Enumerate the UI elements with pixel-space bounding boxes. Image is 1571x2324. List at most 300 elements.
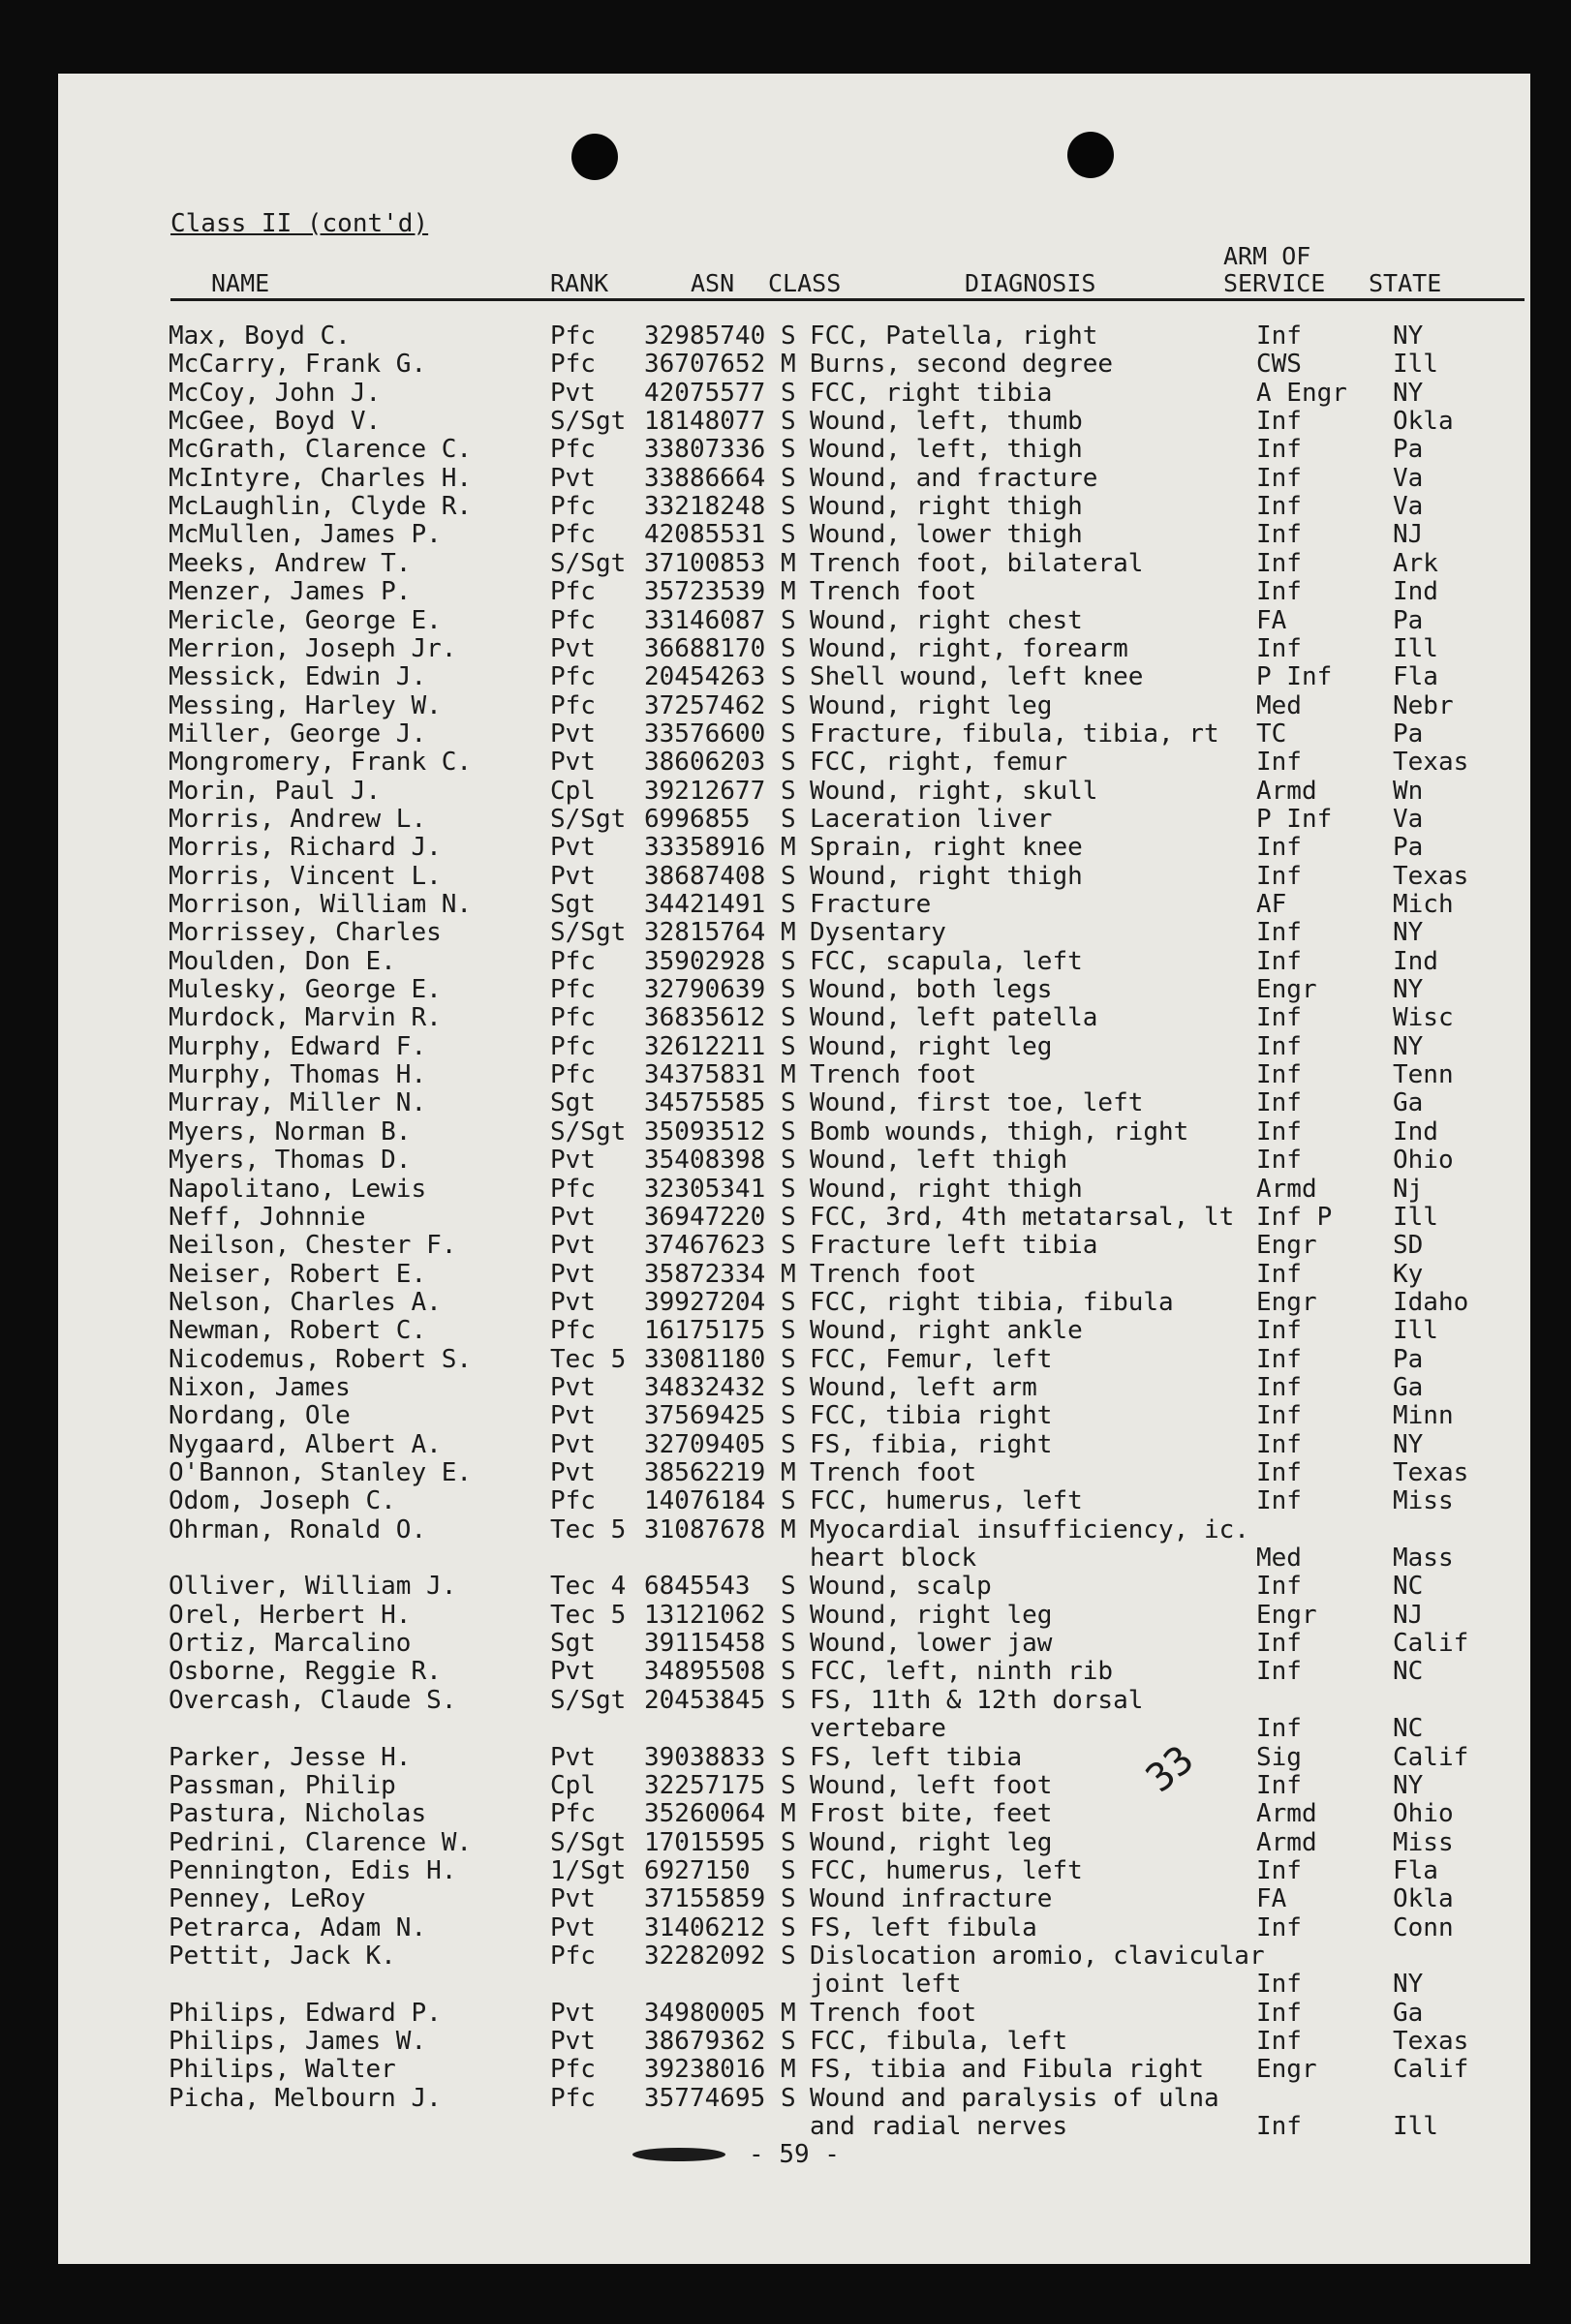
cell-diag: Wound, right leg [810, 1827, 1053, 1857]
cell-cls: S [781, 1600, 796, 1630]
cell-asn: 13121062 [644, 1600, 766, 1630]
cell-cls: M [781, 918, 796, 948]
cell-rank: S/Sgt [550, 804, 627, 834]
table-row [58, 1373, 1530, 1402]
cell-state: Okla [1393, 1884, 1454, 1914]
cell-diag: Dislocation aromio, clavicular [810, 1941, 1265, 1971]
cell-diag: FS, tibia and Fibula right [810, 2055, 1204, 2085]
cell-diag: Wound, lower jaw [810, 1629, 1053, 1659]
cell-diag: Laceration liver [810, 804, 1053, 834]
cell-arm: Inf [1256, 435, 1302, 465]
cell-state: NJ [1393, 520, 1424, 550]
cell-arm: FA [1256, 605, 1287, 635]
page-number: - 59 - [749, 2140, 840, 2169]
cell-arm: AF [1256, 890, 1287, 919]
cell-name: Napolitano, Lewis [169, 1174, 427, 1204]
cell-state: Fla [1393, 662, 1438, 692]
cell-asn: 37100853 [644, 548, 766, 578]
cell-name: Nelson, Charles A. [169, 1287, 442, 1317]
cell-state: Ill [1393, 1316, 1438, 1346]
cell-asn: 39238016 [644, 2055, 766, 2085]
cell-rank: Pvt [550, 748, 596, 778]
table-row [58, 1088, 1530, 1117]
cell-diag: Trench foot [810, 1259, 977, 1289]
cell-arm: TC [1256, 719, 1287, 749]
cell-diag: Frost bite, feet [810, 1799, 1053, 1829]
cell-cls: S [781, 492, 796, 522]
cell-arm: Inf [1256, 946, 1302, 976]
cell-diag-continued: heart block [810, 1544, 977, 1574]
cell-cls: M [781, 1259, 796, 1289]
table-row [58, 1657, 1530, 1686]
cell-rank: Pvt [550, 1998, 596, 2028]
cell-state: Calif [1393, 1629, 1469, 1659]
cell-diag: Wound, first toe, left [810, 1088, 1144, 1118]
cell-name: Ortiz, Marcalino [169, 1629, 412, 1659]
cell-arm: Engr [1256, 2055, 1317, 2085]
cell-diag: FCC, Patella, right [810, 321, 1098, 351]
table-row [58, 1942, 1530, 1971]
cell-state: Ky [1393, 1259, 1424, 1289]
cell-asn: 35260064 [644, 1799, 766, 1829]
header-arm-line1: ARM OF [1223, 242, 1311, 270]
table-row [58, 1884, 1530, 1913]
table-row [58, 321, 1530, 351]
cell-state: Ind [1393, 1116, 1438, 1147]
cell-arm: Armd [1256, 1174, 1317, 1204]
cell-rank: Pvt [550, 1287, 596, 1317]
cell-arm: Inf [1256, 1855, 1302, 1885]
cell-arm: Engr [1256, 975, 1317, 1005]
cell-name: Ohrman, Ronald O. [169, 1514, 427, 1544]
cell-name: Menzer, James P. [169, 577, 412, 607]
table-row [58, 1430, 1530, 1459]
cell-cls: M [781, 1458, 796, 1487]
cell-diag: Wound, right thigh [810, 1174, 1083, 1204]
cell-cls: S [781, 1429, 796, 1459]
cell-cls: M [781, 1514, 796, 1544]
cell-asn: 20454263 [644, 662, 766, 692]
table-row [58, 1316, 1530, 1345]
cell-state: Ohio [1393, 1799, 1454, 1829]
cell-rank: S/Sgt [550, 407, 627, 437]
cell-cls: S [781, 1174, 796, 1204]
table-row [58, 947, 1530, 976]
cell-name: Merrion, Joseph Jr. [169, 633, 457, 663]
cell-arm: Inf [1256, 1572, 1302, 1602]
cell-cls: S [781, 975, 796, 1005]
cell-asn: 33218248 [644, 492, 766, 522]
cell-arm: Sig [1256, 1742, 1302, 1772]
cell-diag: Wound, right leg [810, 1031, 1053, 1061]
cell-name: Murphy, Edward F. [169, 1031, 427, 1061]
cell-diag: FS, left tibia [810, 1742, 1023, 1772]
table-row [58, 1856, 1530, 1885]
cell-name: Nicodemus, Robert S. [169, 1344, 473, 1374]
cell-cls: M [781, 2055, 796, 2085]
cell-arm: Inf [1256, 1372, 1302, 1402]
cell-arm: Engr [1256, 1287, 1317, 1317]
cell-rank: S/Sgt [550, 548, 627, 578]
cell-cls: S [781, 1685, 796, 1715]
cell-rank: Pvt [550, 1259, 596, 1289]
cell-cls: S [781, 2083, 796, 2113]
cell-diag: Wound, lower thigh [810, 520, 1083, 550]
cell-rank: Pfc [550, 1003, 596, 1033]
cell-diag: FCC, right tibia, fibula [810, 1287, 1174, 1317]
cell-asn: 38687408 [644, 861, 766, 891]
cell-name: Parker, Jesse H. [169, 1742, 412, 1772]
cell-rank: Pfc [550, 1941, 596, 1971]
cell-arm: Inf [1256, 1060, 1302, 1090]
cell-name: Osborne, Reggie R. [169, 1657, 442, 1687]
cell-diag: Shell wound, left knee [810, 662, 1144, 692]
cell-cls: M [781, 1998, 796, 2028]
cell-name: Olliver, William J. [169, 1572, 457, 1602]
cell-name: Pedrini, Clarence W. [169, 1827, 473, 1857]
cell-cls: S [781, 776, 796, 806]
table-row [58, 1345, 1530, 1374]
cell-name: Messick, Edwin J. [169, 662, 427, 692]
cell-state: Nebr [1393, 690, 1454, 720]
cell-cls: S [781, 1657, 796, 1687]
table-row [58, 549, 1530, 578]
cell-asn: 18148077 [644, 407, 766, 437]
table-row [58, 634, 1530, 663]
casualty-list [58, 74, 1530, 2264]
cell-rank: Tec 5 [550, 1344, 627, 1374]
cell-diag-continued: vertebare [810, 1714, 946, 1744]
cell-asn: 20453845 [644, 1685, 766, 1715]
cell-state: Conn [1393, 1912, 1454, 1942]
cell-rank: Pfc [550, 975, 596, 1005]
cell-rank: Pfc [550, 520, 596, 550]
cell-diag: Trench foot [810, 1458, 977, 1487]
cell-rank: Pvt [550, 1429, 596, 1459]
cell-rank: Cpl [550, 1770, 596, 1800]
cell-cls: S [781, 2027, 796, 2056]
cell-rank: Pvt [550, 1657, 596, 1687]
table-row [58, 1515, 1530, 1544]
cell-diag: Wound infracture [810, 1884, 1053, 1914]
cell-asn: 31087678 [644, 1514, 766, 1544]
cell-arm: Inf [1256, 407, 1302, 437]
cell-asn: 33358916 [644, 833, 766, 863]
cell-state: Ind [1393, 946, 1438, 976]
cell-asn: 36688170 [644, 633, 766, 663]
cell-cls: S [781, 321, 796, 351]
cell-asn: 33081180 [644, 1344, 766, 1374]
cell-name: Morris, Vincent L. [169, 861, 442, 891]
cell-state: Okla [1393, 407, 1454, 437]
cell-diag: FS, left fibula [810, 1912, 1037, 1942]
cell-diag: Myocardial insufficiency, ic. [810, 1514, 1249, 1544]
cell-asn: 35408398 [644, 1146, 766, 1176]
cell-arm: Inf [1256, 1344, 1302, 1374]
cell-name: Overcash, Claude S. [169, 1685, 457, 1715]
cell-diag: Wound, right, forearm [810, 633, 1128, 663]
cell-asn: 33886664 [644, 463, 766, 493]
cell-rank: Pfc [550, 435, 596, 465]
cell-name: Murdock, Marvin R. [169, 1003, 442, 1033]
table-row [58, 1003, 1530, 1032]
table-row [58, 435, 1530, 464]
cell-cls: S [781, 804, 796, 834]
cell-cls: S [781, 1287, 796, 1317]
cell-state: NJ [1393, 1600, 1424, 1630]
table-row [58, 606, 1530, 635]
cell-name: Max, Boyd C. [169, 321, 351, 351]
cell-cls: S [781, 748, 796, 778]
table-row [58, 1146, 1530, 1175]
cell-cls: S [781, 407, 796, 437]
cell-asn: 31406212 [644, 1912, 766, 1942]
cell-state: Pa [1393, 605, 1424, 635]
cell-name: Pastura, Nicholas [169, 1799, 427, 1829]
cell-diag: Trench foot [810, 1060, 977, 1090]
cell-diag: Wound, left, thigh [810, 435, 1083, 465]
cell-cls: S [781, 890, 796, 919]
cell-rank: Sgt [550, 1629, 596, 1659]
cell-diag: Dysentary [810, 918, 946, 948]
cell-cls: S [781, 1884, 796, 1914]
cell-rank: Pfc [550, 350, 596, 380]
cell-name: Neilson, Chester F. [169, 1231, 457, 1261]
table-row [58, 520, 1530, 549]
cell-arm: Inf [1256, 861, 1302, 891]
cell-asn: 32282092 [644, 1941, 766, 1971]
cell-cls: S [781, 463, 796, 493]
cell-name: Morin, Paul J. [169, 776, 382, 806]
table-row [58, 719, 1530, 749]
cell-asn: 34832432 [644, 1372, 766, 1402]
cell-arm: Inf [1256, 1912, 1302, 1942]
cell-arm: Inf [1256, 492, 1302, 522]
cell-diag: Wound and paralysis of ulna [810, 2083, 1219, 2113]
cell-state: NY [1393, 1970, 1424, 2000]
cell-rank: Pvt [550, 1401, 596, 1431]
table-row [58, 1999, 1530, 2028]
cell-asn: 37257462 [644, 690, 766, 720]
cell-state: NY [1393, 918, 1424, 948]
cell-cls: S [781, 1088, 796, 1118]
cell-arm: Inf [1256, 548, 1302, 578]
cell-arm: Engr [1256, 1600, 1317, 1630]
cell-state: Minn [1393, 1401, 1454, 1431]
table-row [58, 691, 1530, 720]
cell-rank: Pvt [550, 719, 596, 749]
cell-arm: A Engr [1256, 378, 1347, 408]
cell-cls: S [781, 1316, 796, 1346]
cell-arm: Inf [1256, 1970, 1302, 2000]
cell-diag: Wound, right, skull [810, 776, 1098, 806]
cell-rank: Pfc [550, 577, 596, 607]
table-row [58, 890, 1530, 919]
cell-diag: Wound, right thigh [810, 861, 1083, 891]
cell-asn: 33576600 [644, 719, 766, 749]
cell-asn: 37155859 [644, 1884, 766, 1914]
cell-rank: Sgt [550, 890, 596, 919]
cell-name: Mongromery, Frank C. [169, 748, 473, 778]
cell-cls: S [781, 1855, 796, 1885]
cell-diag: FCC, fibula, left [810, 2027, 1068, 2056]
cell-asn: 17015595 [644, 1827, 766, 1857]
cell-cls: S [781, 1231, 796, 1261]
cell-rank: S/Sgt [550, 1116, 627, 1147]
cell-name: Neiser, Robert E. [169, 1259, 427, 1289]
table-row [58, 1629, 1530, 1658]
cell-rank: Pvt [550, 1742, 596, 1772]
cell-asn: 35774695 [644, 2083, 766, 2113]
cell-asn: 33807336 [644, 435, 766, 465]
table-row [58, 2084, 1530, 2113]
cell-asn: 32815764 [644, 918, 766, 948]
cell-rank: Pfc [550, 1031, 596, 1061]
cell-rank: 1/Sgt [550, 1855, 627, 1885]
cell-arm: P Inf [1256, 804, 1333, 834]
cell-diag: Trench foot [810, 577, 977, 607]
cell-rank: Pfc [550, 1060, 596, 1090]
cell-state: Tenn [1393, 1060, 1454, 1090]
cell-name: Messing, Harley W. [169, 690, 442, 720]
cell-rank: Pfc [550, 1174, 596, 1204]
cell-rank: Pvt [550, 1146, 596, 1176]
cell-state: Ill [1393, 350, 1438, 380]
cell-cls: S [781, 1486, 796, 1516]
cell-state: Miss [1393, 1486, 1454, 1516]
cell-name: McLaughlin, Clyde R. [169, 492, 473, 522]
cell-cls: M [781, 350, 796, 380]
table-row [58, 833, 1530, 862]
cell-rank: Pfc [550, 492, 596, 522]
cell-cls: S [781, 1912, 796, 1942]
cell-name: McCarry, Frank G. [169, 350, 427, 380]
cell-state: NY [1393, 1031, 1424, 1061]
cell-name: Meeks, Andrew T. [169, 548, 412, 578]
cell-asn: 16175175 [644, 1316, 766, 1346]
cell-diag: Sprain, right knee [810, 833, 1083, 863]
cell-name: Newman, Robert C. [169, 1316, 427, 1346]
cell-asn: 34895508 [644, 1657, 766, 1687]
cell-name: Morris, Richard J. [169, 833, 442, 863]
cell-cls: S [781, 861, 796, 891]
cell-cls: S [781, 662, 796, 692]
cell-diag: FCC, scapula, left [810, 946, 1083, 976]
header-state: STATE [1369, 269, 1442, 297]
cell-arm: Inf [1256, 748, 1302, 778]
cell-state: Wn [1393, 776, 1424, 806]
table-row [58, 464, 1530, 493]
table-row [58, 1686, 1530, 1715]
cell-name: Penney, LeRoy [169, 1884, 366, 1914]
cell-asn: 36947220 [644, 1202, 766, 1232]
cell-rank: Tec 4 [550, 1572, 627, 1602]
cell-diag: Wound, and fracture [810, 463, 1098, 493]
cell-state: Ohio [1393, 1146, 1454, 1176]
cell-diag: FCC, right tibia [810, 378, 1053, 408]
cell-cls: S [781, 1146, 796, 1176]
cell-name: Myers, Norman B. [169, 1116, 412, 1147]
cell-diag: Burns, second degree [810, 350, 1114, 380]
cell-name: Neff, Johnnie [169, 1202, 366, 1232]
cell-arm: P Inf [1256, 662, 1333, 692]
cell-state: NY [1393, 975, 1424, 1005]
cell-state: Ga [1393, 1088, 1424, 1118]
table-row [58, 1117, 1530, 1147]
cell-cls: S [781, 378, 796, 408]
cell-arm: Inf P [1256, 1202, 1333, 1232]
cell-cls: S [781, 1401, 796, 1431]
cell-arm: Armd [1256, 1827, 1317, 1857]
cell-cls: M [781, 548, 796, 578]
cell-arm: Inf [1256, 1629, 1302, 1659]
cell-cls: S [781, 946, 796, 976]
cell-rank: Tec 5 [550, 1514, 627, 1544]
cell-arm: Inf [1256, 463, 1302, 493]
cell-asn: 42075577 [644, 378, 766, 408]
cell-asn: 36707652 [644, 350, 766, 380]
cell-state: Mass [1393, 1544, 1454, 1574]
cell-name: Orel, Herbert H. [169, 1600, 412, 1630]
cell-state: Calif [1393, 1742, 1469, 1772]
cell-arm: Inf [1256, 1316, 1302, 1346]
header-asn: ASN [691, 269, 735, 297]
cell-rank: S/Sgt [550, 918, 627, 948]
cell-diag: Wound, right leg [810, 690, 1053, 720]
cell-asn: 42085531 [644, 520, 766, 550]
cell-asn: 6996855 [644, 804, 751, 834]
cell-state: NC [1393, 1714, 1424, 1744]
cell-rank: Sgt [550, 1088, 596, 1118]
cell-rank: Pvt [550, 1231, 596, 1261]
cell-name: McGrath, Clarence C. [169, 435, 473, 465]
cell-arm: Armd [1256, 776, 1317, 806]
table-row [58, 862, 1530, 891]
cell-state: Ind [1393, 577, 1438, 607]
cell-cls: S [781, 605, 796, 635]
cell-diag: FCC, humerus, left [810, 1855, 1083, 1885]
cell-rank: Pfc [550, 2055, 596, 2085]
cell-diag: FCC, humerus, left [810, 1486, 1083, 1516]
cell-cls: S [781, 633, 796, 663]
cell-arm: Inf [1256, 520, 1302, 550]
cell-name: Mericle, George E. [169, 605, 442, 635]
cell-asn: 35872334 [644, 1259, 766, 1289]
cell-cls: S [781, 1629, 796, 1659]
cell-cls: S [781, 435, 796, 465]
cell-diag: Wound, both legs [810, 975, 1053, 1005]
cell-rank: Pvt [550, 463, 596, 493]
cell-state: Pa [1393, 719, 1424, 749]
cell-state: Texas [1393, 748, 1469, 778]
cell-arm: Inf [1256, 1116, 1302, 1147]
cell-name: Picha, Melbourn J. [169, 2083, 442, 2113]
table-row [58, 577, 1530, 606]
cell-diag: Bomb wounds, thigh, right [810, 1116, 1189, 1147]
cell-state: NY [1393, 378, 1424, 408]
cell-asn: 32790639 [644, 975, 766, 1005]
cell-rank: Pvt [550, 861, 596, 891]
cell-name: Murphy, Thomas H. [169, 1060, 427, 1090]
header-name: NAME [211, 269, 270, 297]
cell-cls: S [781, 1344, 796, 1374]
cell-name: McMullen, James P. [169, 520, 442, 550]
cell-name: Odom, Joseph C. [169, 1486, 396, 1516]
cell-asn: 39038833 [644, 1742, 766, 1772]
cell-asn: 39212677 [644, 776, 766, 806]
cell-asn: 36835612 [644, 1003, 766, 1033]
cell-arm: Med [1256, 1544, 1302, 1574]
